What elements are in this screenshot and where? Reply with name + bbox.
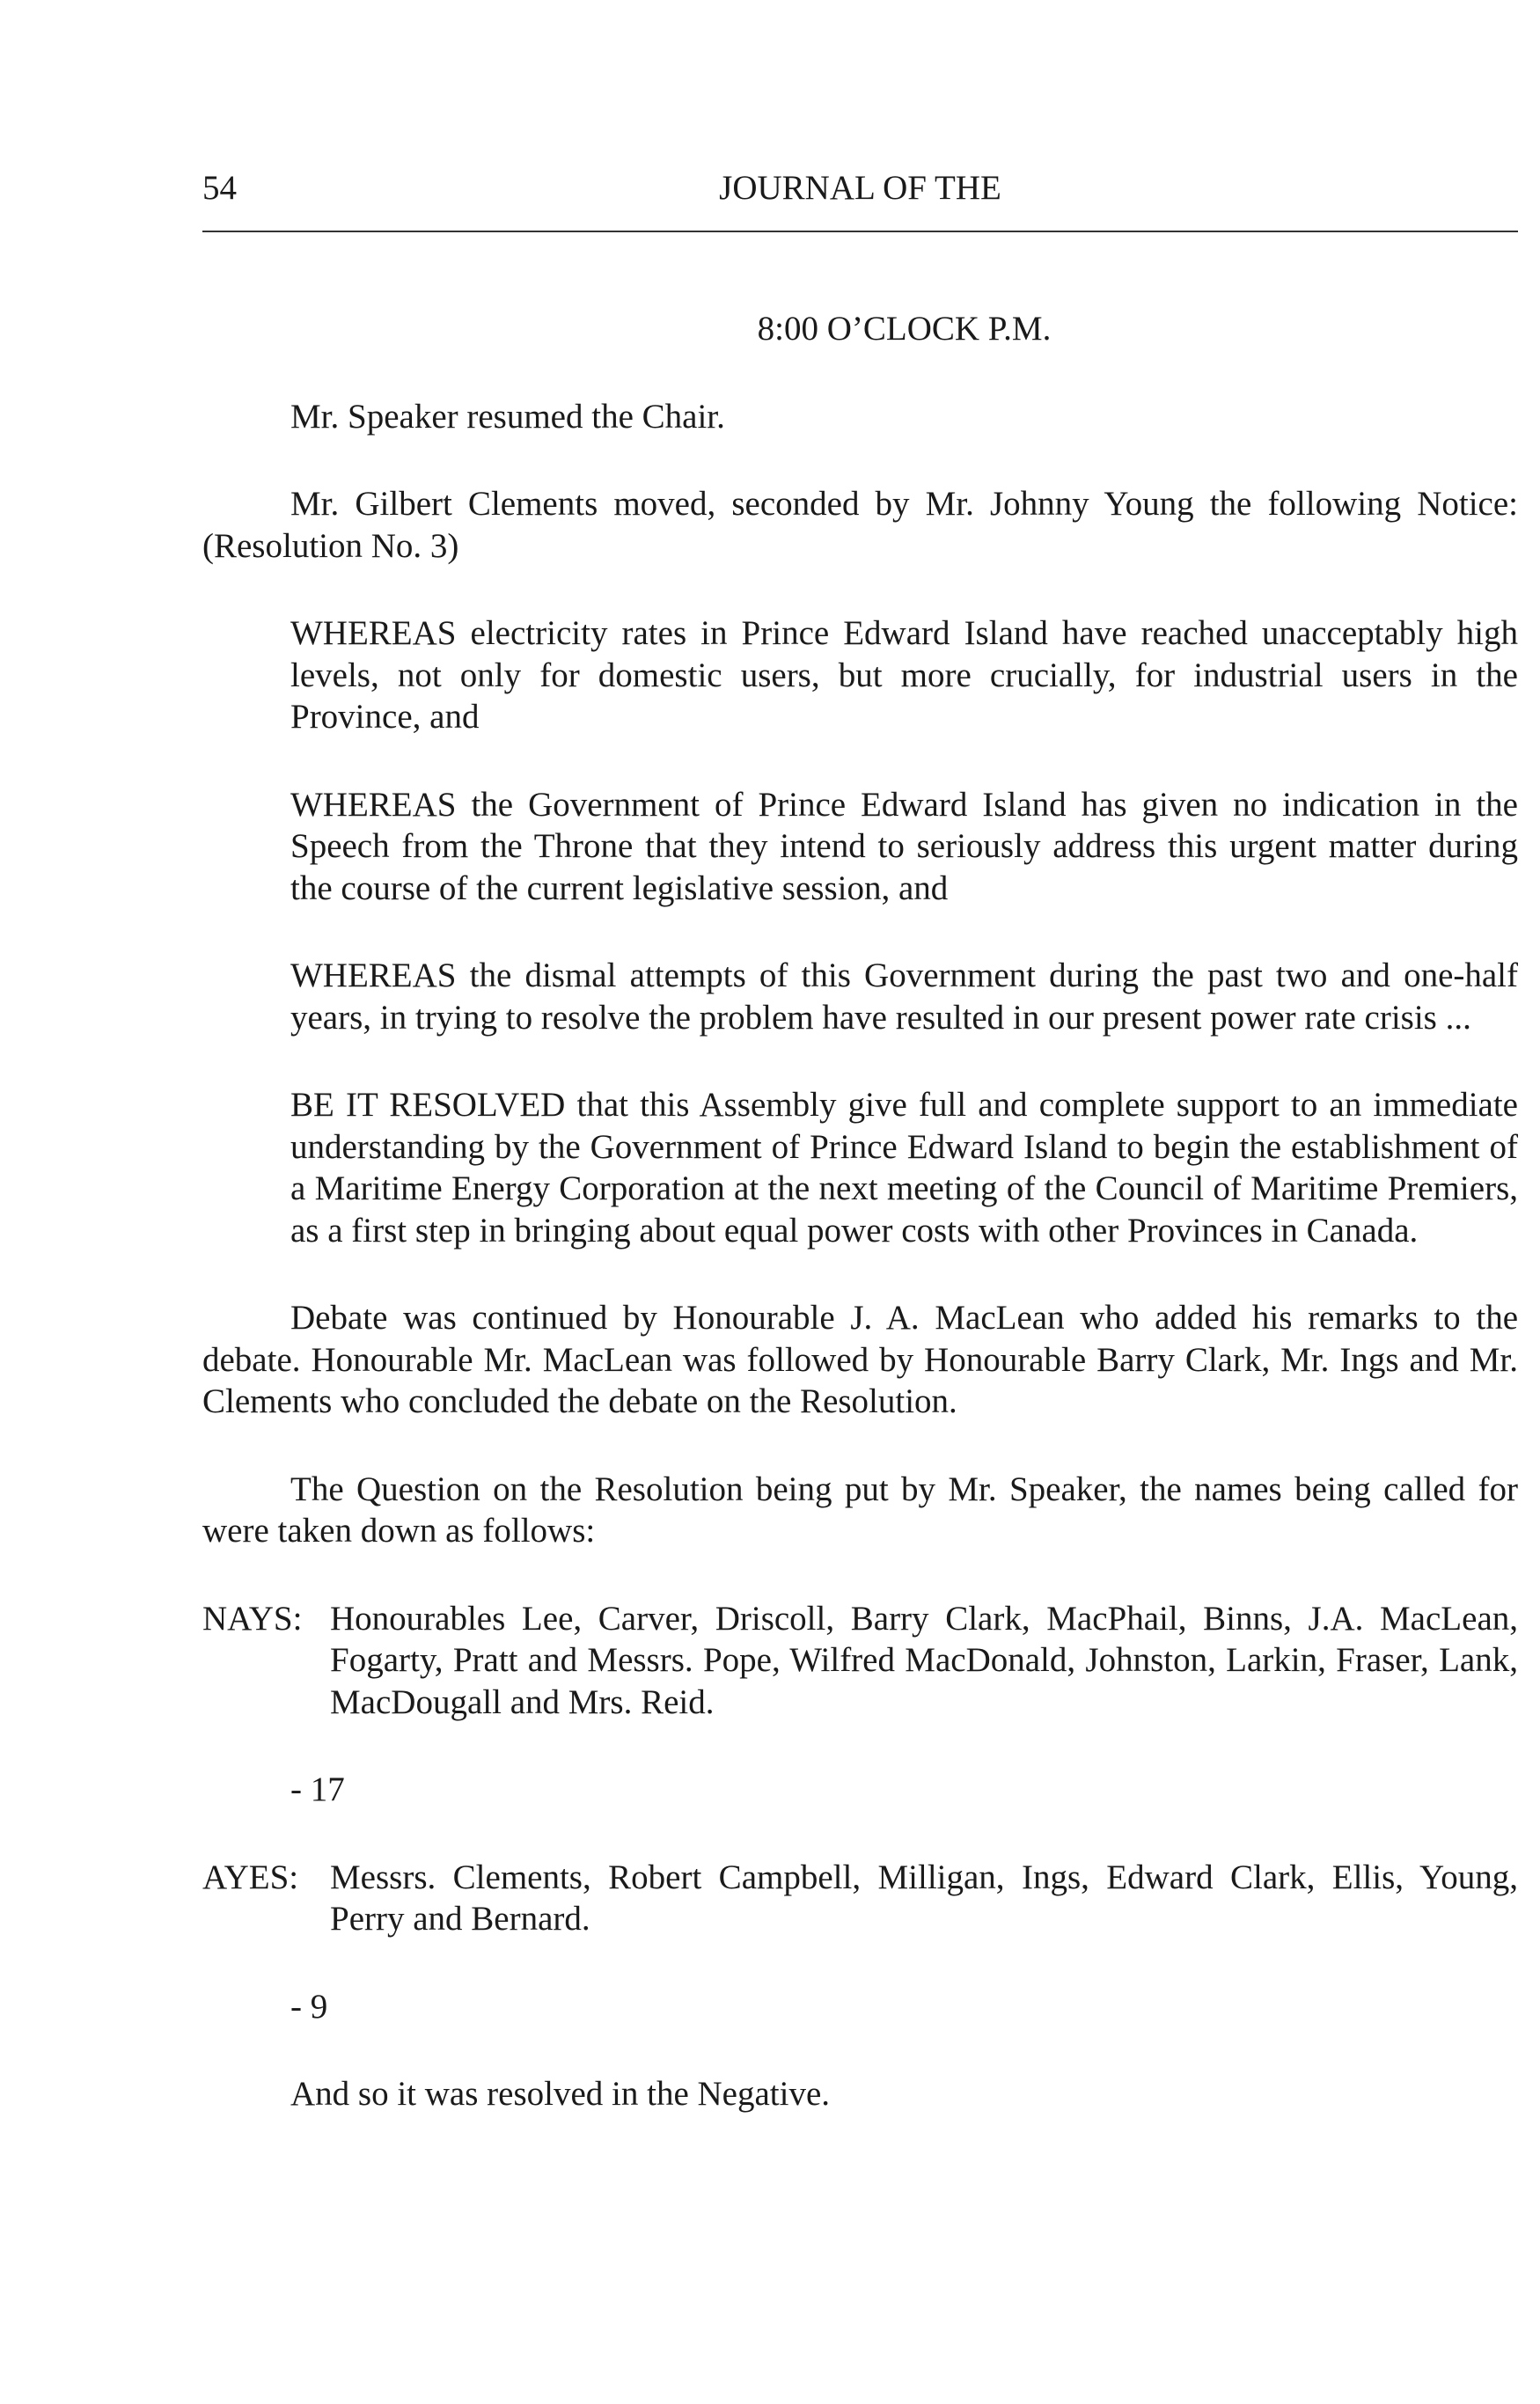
nays-names: Honourables Lee, Carver, Driscoll, Barry Clark, MacPhail, Binns, J.A. MacLean, Fogarty, Pratt and Messrs. Pope, Wilfred MacDonald, Johnston, Larkin, Fraser, Lank, MacDougall and Mrs. Reid. [330,1599,1518,1721]
conclusion-paragraph: And so it was resolved in the Negative. [290,2075,831,2113]
ayes-tally: - 9 [290,1987,328,2026]
nays-tally: - 17 [290,1770,345,1808]
whereas-paragraph-1: WHEREAS electricity rates in Prince Edward Island have reached unacceptably high levels, not only for domestic users, but more crucially, for industrial users in the Province, and [290,614,1518,736]
resolved-paragraph: BE IT RESOLVED that this Assembly give full and complete support to an immediate understanding by the Government of Prince Edward Island to begin the establishment of a Maritime Energy Corporation at the next meeting of the Council of Maritime Premiers, as a first step in bringing about equal power costs with other Provinces in Canada. [290,1086,1518,1250]
ayes-vote [202,1857,1518,1940]
whereas-paragraph-2: WHEREAS the Government of Prince Edward Island has given no indication in the Speech from the Throne that they intend to seriously address this urgent matter during the course of the current legislative session, and [290,785,1518,907]
speaker-resumed-paragraph: Mr. Speaker resumed the Chair. [290,397,725,436]
question-paragraph: The Question on the Resolution being put by Mr. Speaker, the names being called for were taken down as follows: [202,1470,1518,1550]
motion-paragraph: Mr. Gilbert Clements moved, seconded by Mr. Johnny Young the following Notice: (Resolution No. 3) [202,485,1518,565]
ayes-names: Messrs. Clements, Robert Campbell, Milligan, Ings, Edward Clark, Ellis, Young, Perry and Bernard. [330,1858,1518,1938]
ayes-label: AYES: [202,1858,299,1896]
header-rule [202,231,1518,232]
page-header [202,167,1518,209]
running-head: JOURNAL OF THE [719,169,1001,207]
debate-paragraph: Debate was continued by Honourable J. A. MacLean who added his remarks to the debate. Honourable Mr. MacLean was followed by Honourable Barry Clark, Mr. Ings and Mr. Clements who concluded the debate on the Resolution. [202,1299,1518,1420]
whereas-paragraph-3: WHEREAS the dismal attempts of this Government during the past two and one-half years, in trying to resolve the problem have resulted in our present power rate crisis ... [290,956,1518,1037]
nays-vote [202,1598,1518,1724]
time-heading: 8:00 O’CLOCK P.M. [757,310,1052,348]
page-number: 54 [202,169,237,207]
nays-label: NAYS: [202,1599,303,1638]
journal-body [202,308,1518,2161]
